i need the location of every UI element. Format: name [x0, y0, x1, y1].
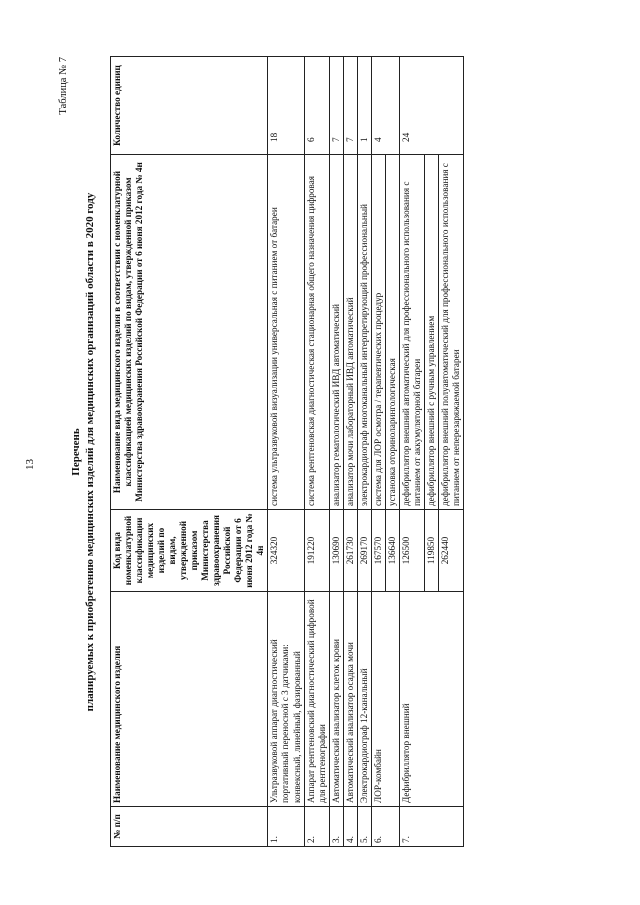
row-num: 7.: [399, 807, 463, 847]
row-qty: 7: [329, 57, 343, 155]
header-qty: Количество единиц: [111, 57, 268, 155]
row-type: дефибриллятор внешний автоматический для профессионального использования с питанием от аккумуляторной батареи: [399, 155, 424, 510]
row-type: система ультразвуковой визуализации универсальная с питанием от батареи: [268, 155, 304, 510]
row-type: дефибриллятор внешний полуавтоматический для профессионального использования с питанием от неперезаряжаемой батареи: [438, 155, 463, 510]
row-name: ЛОР-комбайн: [371, 592, 399, 807]
row-qty: 7: [343, 57, 357, 155]
row-name: Ультразвуковой аппарат диагностический портативный переносной с 3 датчиками: конвексный, линейный, фазированный: [268, 592, 304, 807]
table-row: [343, 57, 357, 847]
row-qty: 4: [371, 57, 399, 155]
row-num: 4.: [343, 807, 357, 847]
row-code: 269170: [357, 510, 371, 592]
row-code: 126500: [399, 510, 424, 592]
row-qty: 18: [268, 57, 304, 155]
row-num: 5.: [357, 807, 371, 847]
table-row: [357, 57, 371, 847]
table-label: Таблица № 7: [58, 57, 69, 115]
row-code: 136640: [385, 510, 399, 592]
row-num: 6.: [371, 807, 399, 847]
row-num: 2.: [304, 807, 329, 847]
row-type: система для ЛОР осмотра / терапевтических процедур: [371, 155, 385, 510]
row-code: 262440: [438, 510, 463, 592]
row-code: 261730: [343, 510, 357, 592]
row-name: Автоматический анализатор осадка мочи: [343, 592, 357, 807]
row-type: установка оториноларингологическая: [385, 155, 399, 510]
row-num: 3.: [329, 807, 343, 847]
row-name: Электрокардиограф 12-канальный: [357, 592, 371, 807]
header-code: Код вида номенклатурной классификации медицинских изделий по видам, утвержденной приказом Министерства здравоохранения Российской Федерации от 6 июня 2012 года № 4н: [111, 510, 268, 592]
table-row: [268, 57, 304, 847]
row-name: Аппарат рентгеновский диагностический цифровой для рентгенографии: [304, 592, 329, 807]
row-code: 119850: [424, 510, 438, 592]
table-row: [329, 57, 343, 847]
row-name: Автоматический анализатор клеток крови: [329, 592, 343, 807]
row-code: 191220: [304, 510, 329, 592]
table-header-row: [111, 57, 268, 847]
row-code: 130690: [329, 510, 343, 592]
row-type: система рентгеновская диагностическая стационарная общего назначения цифровая: [304, 155, 329, 510]
table-row: [371, 57, 385, 847]
row-num: 1.: [268, 807, 304, 847]
header-num: № п/п: [111, 807, 268, 847]
table-row: [304, 57, 329, 847]
header-name: Наименование медицинского изделия: [111, 592, 268, 807]
row-code: 167570: [371, 510, 385, 592]
table-row: [399, 57, 424, 847]
row-code: 324320: [268, 510, 304, 592]
row-qty: 6: [304, 57, 329, 155]
page-number: 13: [24, 459, 36, 470]
title-line-1: Перечень: [70, 428, 82, 476]
row-qty: 1: [357, 57, 371, 155]
title-line-2: планируемых к приобретению медицинских изделий для медицинских организаций области в 2020 году: [83, 192, 96, 712]
document-title: [70, 57, 98, 847]
row-type: анализатор гематологический ИВД автоматический: [329, 155, 343, 510]
row-type: дефибриллятор внешний с ручным управлением: [424, 155, 438, 510]
header-type: Наименование вида медицинского изделия в соответствии с номенклатурной классификацией медицинских изделий по видам, утвержденной приказом Министерства здравоохранения Российской Федерации от 6 июня 2012 года № 4н: [111, 155, 268, 510]
row-type: анализатор мочи лабораторный ИВД автоматический: [343, 155, 357, 510]
equipment-table: [110, 56, 464, 847]
row-name: Дефибриллятор внешний: [399, 592, 463, 807]
document-page: [58, 57, 618, 847]
row-qty: 24: [399, 57, 463, 155]
row-type: электрокардиограф многоканальный интерпретирующий профессиональный: [357, 155, 371, 510]
